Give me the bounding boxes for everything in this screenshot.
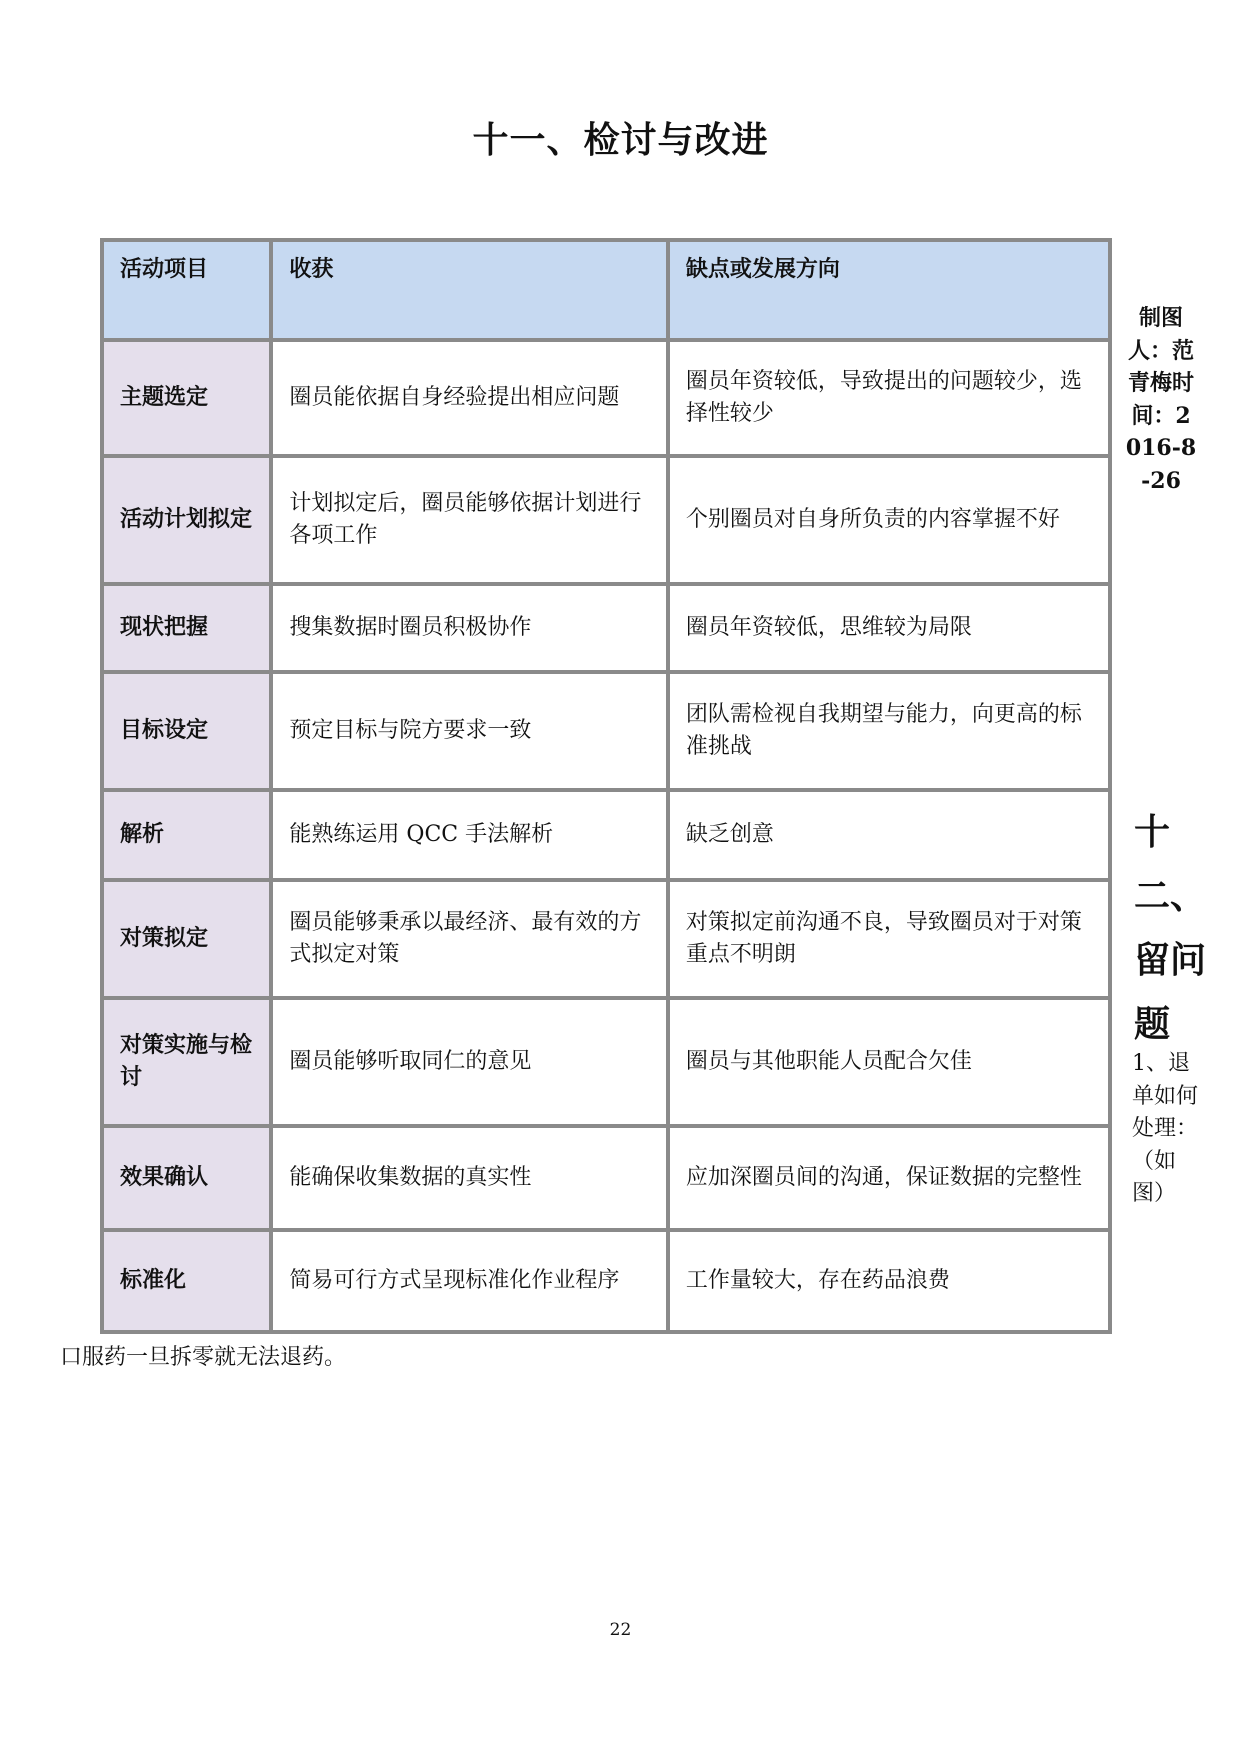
row-gain: 计划拟定后，圈员能够依据计划进行各项工作 (271, 456, 667, 584)
page-number: 22 (609, 1620, 632, 1640)
row-shortcoming: 对策拟定前沟通不良，导致圈员对于对策重点不明朗 (668, 880, 1110, 998)
table-header-row (102, 240, 1110, 340)
chart-author-note: 制图人：范青梅时间：2016-8-26 (1125, 305, 1197, 494)
table-row (102, 998, 1110, 1126)
row-item: 主题选定 (102, 340, 271, 456)
row-gain: 预定目标与院方要求一致 (271, 672, 667, 790)
table-row (102, 340, 1110, 456)
table-row (102, 584, 1110, 672)
page-title: 十一、检讨与改进 (472, 119, 769, 161)
header-activity-item: 活动项目 (102, 240, 271, 340)
header-gains: 收获 (271, 240, 667, 340)
row-shortcoming: 圈员与其他职能人员配合欠佳 (668, 998, 1110, 1126)
table-row (102, 672, 1110, 790)
row-shortcoming: 应加深圈员间的沟通，保证数据的完整性 (668, 1126, 1110, 1230)
row-gain: 能确保收集数据的真实性 (271, 1126, 667, 1230)
table-row (102, 1126, 1110, 1230)
table-row (102, 880, 1110, 998)
row-shortcoming: 个别圈员对自身所负责的内容掌握不好 (668, 456, 1110, 584)
table-row (102, 1230, 1110, 1332)
row-shortcoming: 缺乏创意 (668, 790, 1110, 880)
row-gain: 能熟练运用 QCC 手法解析 (271, 790, 667, 880)
row-item: 对策实施与检讨 (102, 998, 271, 1126)
row-gain: 搜集数据时圈员积极协作 (271, 584, 667, 672)
row-shortcoming: 圈员年资较低，导致提出的问题较少，选择性较少 (668, 340, 1110, 456)
row-item: 解析 (102, 790, 271, 880)
row-item: 目标设定 (102, 672, 271, 790)
row-gain: 简易可行方式呈现标准化作业程序 (271, 1230, 667, 1332)
row-shortcoming: 工作量较大，存在药品浪费 (668, 1230, 1110, 1332)
table-row (102, 456, 1110, 584)
row-item: 活动计划拟定 (102, 456, 271, 584)
header-shortcomings: 缺点或发展方向 (668, 240, 1110, 340)
continued-text: 口服药一旦拆零就无法退药。 (60, 1345, 347, 1370)
section-heading-12: 十二、留问题 (1134, 811, 1207, 1045)
section-12-item-1: 1、退单如何处理：（如图） (1132, 1051, 1199, 1206)
row-item: 对策拟定 (102, 880, 271, 998)
row-gain: 圈员能依据自身经验提出相应问题 (271, 340, 667, 456)
row-gain: 圈员能够听取同仁的意见 (271, 998, 667, 1126)
row-shortcoming: 团队需检视自我期望与能力，向更高的标准挑战 (668, 672, 1110, 790)
table-row (102, 790, 1110, 880)
row-item: 标准化 (102, 1230, 271, 1332)
row-item: 现状把握 (102, 584, 271, 672)
row-shortcoming: 圈员年资较低，思维较为局限 (668, 584, 1110, 672)
row-item: 效果确认 (102, 1126, 271, 1230)
row-gain: 圈员能够秉承以最经济、最有效的方式拟定对策 (271, 880, 667, 998)
review-table (100, 238, 1112, 1334)
